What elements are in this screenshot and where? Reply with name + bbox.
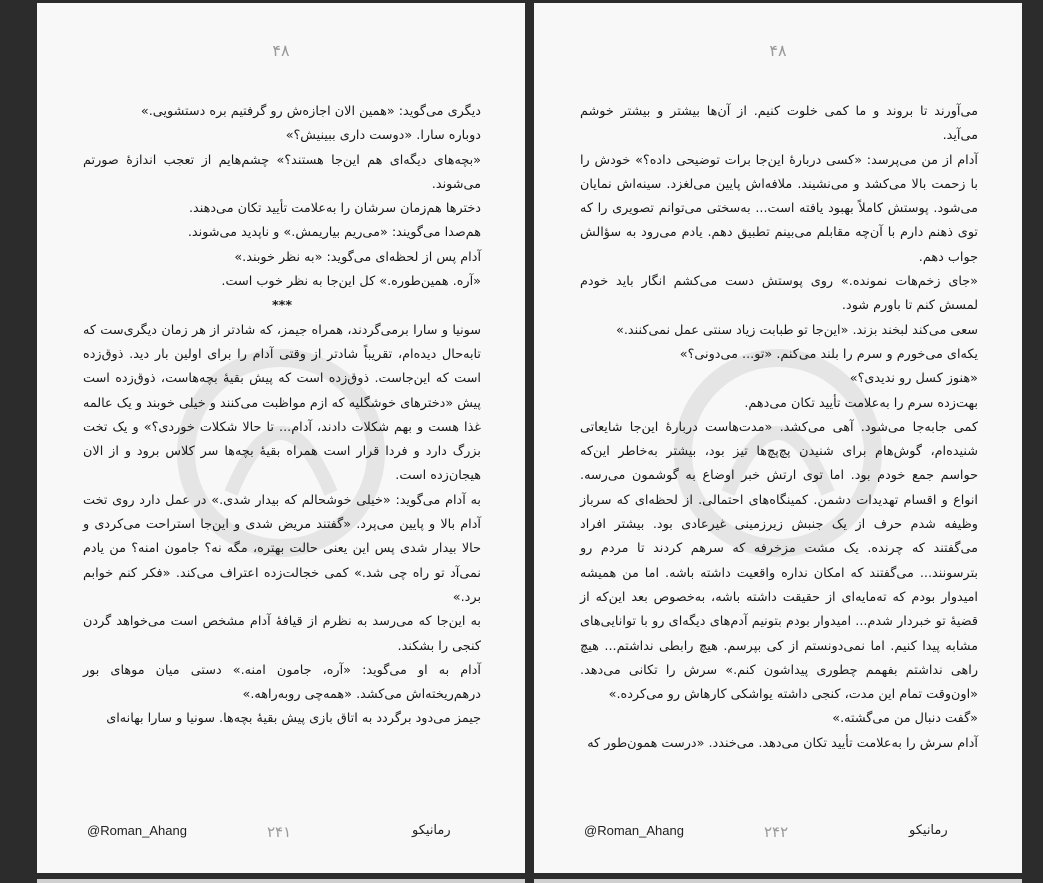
channel-handle: @Roman_Ahang: [87, 823, 187, 838]
paragraph: آدام از من می‌پرسد: «کسی دربارهٔ این‌جا برات توضیحی داده؟» خودش را با زحمت بالا می‌کشد و می‌نشیند. ملافه‌اش پایین می‌لغزد. سینه‌اش نمایان می‌شود. پوستش کاملاً بهبود یافته است... به‌سختی می‌توانم تصویری را که توی ذهنم دارم با آن‌چه مقابلم می‌بینم تطبیق دهم. یادم می‌رود به سؤالش جواب دهم.: [580, 152, 978, 265]
paragraph: هم‌صدا می‌گویند: «می‌ریم بیاریمش.» و ناپدید می‌شوند.: [187, 225, 481, 241]
paragraph: دخترها هم‌زمان سرشان را به‌علامت تأیید تکان می‌دهند.: [188, 201, 481, 217]
chapter-number: ۴۸: [769, 41, 787, 60]
paragraph: آدام سرش را به‌علامت تأیید تکان می‌دهد. می‌خندد. «درست همون‌طور که: [587, 735, 978, 751]
brand-name: رمانیکو: [412, 823, 451, 838]
paragraph: آدام پس از لحظه‌ای می‌گوید: «به نظر خوبند.»: [234, 249, 481, 265]
paragraph: به این‌جا که می‌رسد به نظرم از قیافهٔ آدام مشخص است می‌خواهد گردن کنجی را بشکند.: [83, 614, 481, 654]
paragraph: «هنوز کسل رو ندیدی؟»: [849, 371, 978, 387]
paragraph: بهت‌زده سرم را به‌علامت تأیید تکان می‌دهم.: [744, 395, 978, 411]
page-edge-left: [37, 879, 525, 883]
paragraph: دوباره سارا. «دوست داری ببینیش؟»: [285, 128, 481, 144]
page-number: ۲۴۱: [267, 823, 292, 841]
paragraph: سعی می‌کند لبخند بزند. «این‌جا تو طبابت زیاد سنتی عمل نمی‌کنند.»: [616, 322, 978, 338]
paragraph: سونیا و سارا برمی‌گردند، همراه جیمز، که شادتر از هر زمان دیگری‌ست که تابه‌حال دیده‌ام، تقریباً شادتر از وقتی آدام را برای اولین بار دید. ذوق‌زده است که این‌جاست. ذوق‌زده است که پیش بقیهٔ بچه‌هاست، ذوق‌زده است پیش «دخترهای خوشگلیه که ازم مواظبت می‌کنند و خیلی خوبند و یک عالمه غذا هست و بهم شکلات دادند، آدام... تا حالا شکلات خوردی؟» و یک تخت بزرگ دارد و فردا قرار است همراه بقیهٔ بچه‌ها سر کلاس برود و از الان هیجان‌زده است.: [83, 322, 481, 484]
paragraph: دیگری می‌گوید: «همین الان اجازه‌ش رو گرفتیم بره دستشویی.»: [140, 104, 481, 119]
page-edge-right: [534, 879, 1022, 883]
paragraph: به آدام می‌گوید: «خیلی خوشحالم که بیدار شدی.» در عمل دارد روی تخت آدام بالا و پایین می‌پرد. «گفتند مریض شدی و این‌جا استراحت می‌کردی و حالا بیدار شدی پس این یعنی حالت بهتره، مگه نه؟ جامون امنه؟ من یادم نمی‌آد تو راه چی شد.» کمی خجالت‌زده اعتراف می‌کند. «فکر کنم خوابم برد.»: [83, 492, 481, 605]
paragraph: آدام به او می‌گوید: «آره، جامون امنه.» دستی میان موهای بور درهم‌ریخته‌اش می‌کشد. «همه‌چی روبه‌راهه.»: [83, 662, 481, 703]
brand-name: رمانیکو: [909, 823, 948, 838]
paragraph: «جای زخم‌هات نمونده.» روی پوستش دست می‌کشم انگار باید خودم لمسش کنم تا باورم شود.: [580, 274, 978, 314]
paragraph: می‌آورند تا بروند و ما کمی خلوت کنیم. از آن‌ها بیشتر و بیشتر خوشم می‌آید.: [580, 104, 978, 144]
book-page-right: [534, 3, 1022, 873]
paragraph: «بچه‌های دیگه‌ای هم این‌جا هستند؟» چشم‌هایم از تعجب اندازهٔ صورتم می‌شوند.: [83, 152, 481, 192]
paragraph: «گفت دنبال من می‌گشته.»: [832, 711, 978, 727]
book-page-left: [37, 3, 525, 873]
channel-handle: @Roman_Ahang: [584, 823, 684, 838]
scene-break: ***: [271, 298, 293, 314]
paragraph: یکه‌ای می‌خورم و سرم را بلند می‌کنم. «تو... می‌دونی؟»: [679, 346, 978, 362]
page-body: [580, 100, 978, 756]
page-body: [83, 100, 481, 732]
page-number: ۲۴۲: [764, 823, 789, 841]
page-footer: [534, 823, 1022, 843]
paragraph: کمی جابه‌جا می‌شود. آهی می‌کشد. «مدت‌هاست دربارهٔ این‌جا شایعاتی شنیده‌ام، گوش‌هام برای شنیدن پچ‌پچ‌ها تیز بود، بیشتر به‌خاطر این‌که حواسم جمع خودم بود. اما توی ارتش خبر اوضاع به گوشمون می‌رسه. انواع و اقسام تهدیدات دشمن. کمینگاه‌های احتمالی. از لحظه‌ای که سرباز وظیفه شدم حرف از یک جنبش زیرزمینی غیرعادی بود. بیشتر افراد می‌گفتند که چرنده. یک مشت مزخرفه که سرهم کردند تا مردم رو بترسونند... می‌گفتند که امکان نداره واقعیت داشته باشه. اما من همیشه امیدوار بودم که ته‌مایه‌ای از حقیقت داشته باشه، به‌خصوص بعد این‌که از قضیهٔ تو خبردار شدم... امیدوار بودم بتونیم آدم‌های دیگه‌ای رو با توانایی‌های مشابه پیدا کنیم. اما نمی‌دونستم از کی بپرسم. هیچ رابطی نداشتم... هیچ راهی نداشتم بفهمم چطوری پیداشون کنم.» سرش را تکانی می‌دهد. «اون‌وقت تمام این مدت، کنجی داشته یواشکی کارهاش رو می‌کرده.»: [580, 419, 978, 703]
chapter-number: ۴۸: [272, 41, 290, 60]
page-footer: [37, 823, 525, 843]
paragraph: جیمز می‌دود برگردد به اتاق بازی پیش بقیهٔ بچه‌ها. سونیا و سارا بهانه‌ای: [106, 711, 481, 727]
paragraph: «آره. همین‌طوره.» کل این‌جا به نظر خوب است.: [221, 274, 481, 290]
